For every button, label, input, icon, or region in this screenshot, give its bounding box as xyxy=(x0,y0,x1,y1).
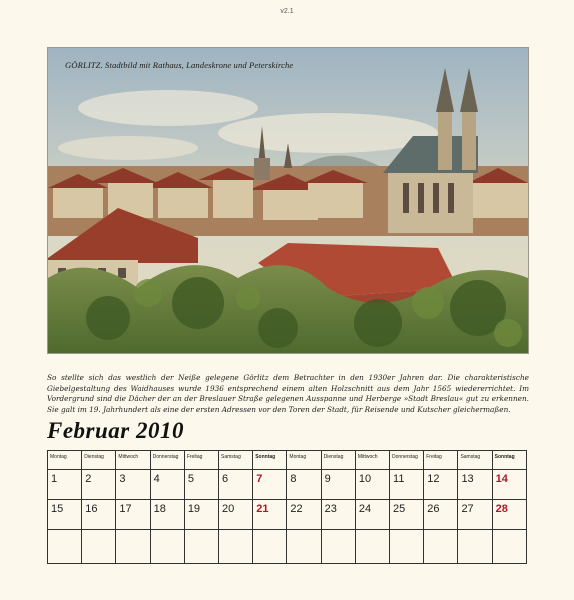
day-cell: 5 xyxy=(184,470,218,500)
empty-cell xyxy=(424,530,458,564)
day-cell: 10 xyxy=(355,470,389,500)
day-cell-sunday: 28 xyxy=(492,500,526,530)
weekday-header: Dienstag xyxy=(82,451,116,470)
day-cell: 18 xyxy=(150,500,184,530)
city-photo xyxy=(47,47,529,354)
day-cell-sunday: 14 xyxy=(492,470,526,500)
empty-cell xyxy=(390,530,424,564)
weekday-header: Freitag xyxy=(424,451,458,470)
day-cell: 9 xyxy=(321,470,355,500)
month-title: Februar 2010 xyxy=(47,418,184,443)
day-cell: 6 xyxy=(219,470,253,500)
day-cell: 3 xyxy=(116,470,150,500)
empty-cell xyxy=(82,530,116,564)
day-cell: 17 xyxy=(116,500,150,530)
day-cell: 4 xyxy=(150,470,184,500)
day-cell: 12 xyxy=(424,470,458,500)
day-cell: 20 xyxy=(219,500,253,530)
week-row xyxy=(48,500,527,530)
day-cell: 23 xyxy=(321,500,355,530)
day-cell: 27 xyxy=(458,500,492,530)
photo-description: So stellte sich das westlich der Neiße gelegene Görlitz dem Betrachter in den 1930er Jahren dar. Die charakteristische Giebelgestaltung des Waidhauses wurde 1936 entsprechend einem alten Holzschnitt aus dem Jahr 1565 wiedererrichtet. Im Vordergrund sind die Dächer der an der Breslauer Straße gelegenen Ausspanne und Herberge »Stadt Breslau« gut zu erkennen. Sie galt im 19. Jahrhundert als eine der ersten Adressen vor den Toren der Stadt, für Reisende und Kutscher gleichermaßen. xyxy=(47,373,529,414)
weekday-header: Donnerstag xyxy=(150,451,184,470)
version-label: v2.1 xyxy=(280,8,294,15)
weekday-header: Samstag xyxy=(458,451,492,470)
day-cell: 25 xyxy=(390,500,424,530)
weekday-header: Mittwoch xyxy=(355,451,389,470)
day-cell: 24 xyxy=(355,500,389,530)
day-cell: 2 xyxy=(82,470,116,500)
empty-cell xyxy=(48,530,82,564)
day-cell: 16 xyxy=(82,500,116,530)
photo-caption: GÖRLITZ. Stadtbild mit Rathaus, Landeskrone und Peterskirche xyxy=(65,60,294,70)
empty-cell xyxy=(458,530,492,564)
weekday-header: Donnerstag xyxy=(390,451,424,470)
day-cell: 13 xyxy=(458,470,492,500)
empty-cell xyxy=(492,530,526,564)
empty-cell xyxy=(321,530,355,564)
weekday-header: Montag xyxy=(48,451,82,470)
day-cell: 19 xyxy=(184,500,218,530)
weekday-header-sunday: Sonntag xyxy=(492,451,526,470)
week-row-empty xyxy=(48,530,527,564)
day-cell: 15 xyxy=(48,500,82,530)
weekday-header: Mittwoch xyxy=(116,451,150,470)
weekday-header: Montag xyxy=(287,451,321,470)
day-cell: 22 xyxy=(287,500,321,530)
day-cell-sunday: 7 xyxy=(253,470,287,500)
empty-cell xyxy=(150,530,184,564)
empty-cell xyxy=(184,530,218,564)
weekday-header: Freitag xyxy=(184,451,218,470)
weekday-header-row xyxy=(48,451,527,470)
calendar-grid xyxy=(47,450,527,564)
weekday-header-sunday: Sonntag xyxy=(253,451,287,470)
day-cell: 8 xyxy=(287,470,321,500)
day-cell: 26 xyxy=(424,500,458,530)
weekday-header: Samstag xyxy=(219,451,253,470)
empty-cell xyxy=(219,530,253,564)
weekday-header: Dienstag xyxy=(321,451,355,470)
day-cell-sunday: 21 xyxy=(253,500,287,530)
day-cell: 1 xyxy=(48,470,82,500)
day-cell: 11 xyxy=(390,470,424,500)
empty-cell xyxy=(116,530,150,564)
empty-cell xyxy=(253,530,287,564)
empty-cell xyxy=(355,530,389,564)
empty-cell xyxy=(287,530,321,564)
week-row xyxy=(48,470,527,500)
